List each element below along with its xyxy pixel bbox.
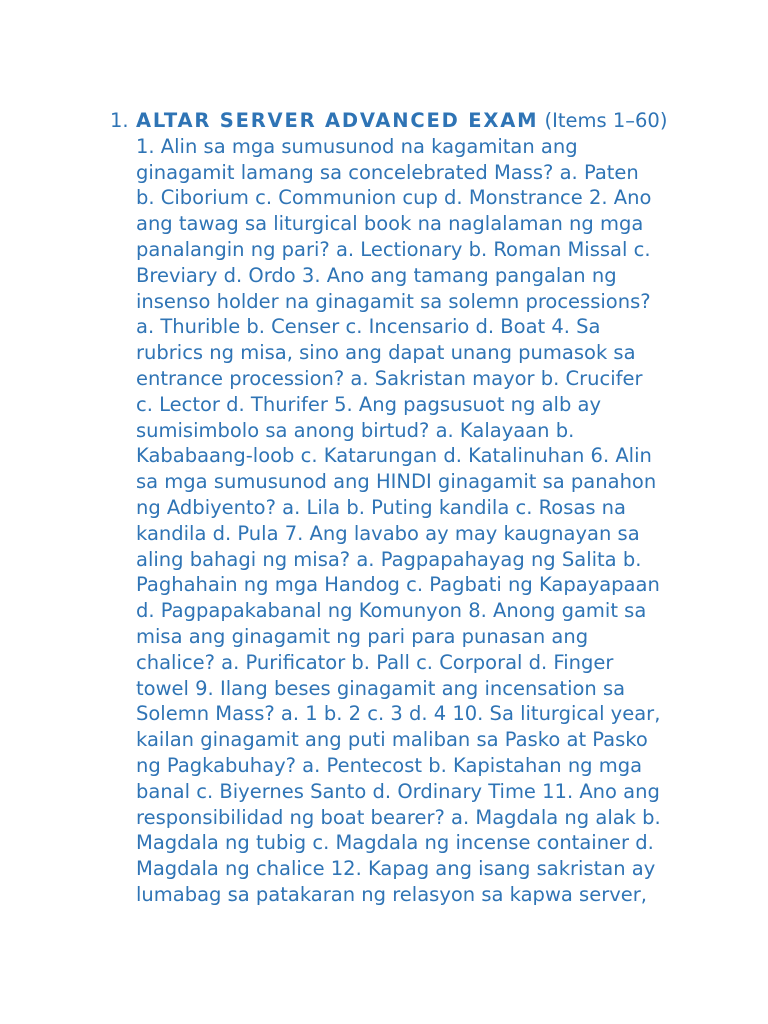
body-line: rubrics ng misa, sino ang dapat unang pumasok sa xyxy=(136,341,636,365)
body-line: Paghahain ng mga Handog c. Pagbati ng Kapayapaan xyxy=(136,573,660,597)
exam-item-range: (Items 1–60) xyxy=(544,109,668,132)
exam-heading-line xyxy=(136,108,690,134)
body-line: ang tawag sa liturgical book na naglalaman ng mga xyxy=(136,212,644,236)
body-line: ng Pagkabuhay? a. Pentecost b. Kapistahan ng mga xyxy=(136,753,643,777)
body-line: 1. Alin sa mga sumusunod na kagamitan ang xyxy=(136,134,578,158)
body-line: lumabag sa patakaran ng relasyon sa kapwa server, xyxy=(136,882,647,906)
list-item xyxy=(110,108,690,908)
body-line: Magdala ng tubig c. Magdala ng incense container d. xyxy=(136,831,654,855)
body-line: Breviary d. Ordo 3. Ano ang tamang pangalan ng xyxy=(136,263,617,287)
body-line: Kababaang-loob c. Katarungan d. Katalinuhan 6. Alin xyxy=(136,444,652,468)
body-line: misa ang ginagamit ng pari para punasan ang xyxy=(136,624,589,648)
exam-title: ALTAR SERVER ADVANCED EXAM xyxy=(136,109,539,132)
body-line: panalangin ng pari? a. Lectionary b. Roman Missal c. xyxy=(136,237,651,261)
body-line: insenso holder na ginagamit sa solemn processions? xyxy=(136,289,651,313)
body-line: towel 9. Ilang beses ginagamit ang incensation sa xyxy=(136,676,626,700)
body-line: Magdala ng chalice 12. Kapag ang isang sakristan ay xyxy=(136,857,656,881)
body-line: entrance procession? a. Sakristan mayor b. Crucifer xyxy=(136,366,643,390)
body-line: ng Adbiyento? a. Lila b. Puting kandila c. Rosas na xyxy=(136,495,626,519)
list-item-number: 1. xyxy=(110,109,129,132)
body-line: responsibilidad ng boat bearer? a. Magdala ng alak b. xyxy=(136,805,661,829)
body-line: Solemn Mass? a. 1 b. 2 c. 3 d. 4 10. Sa liturgical year, xyxy=(136,702,661,726)
body-line: b. Ciborium c. Communion cup d. Monstrance 2. Ano xyxy=(136,186,652,210)
body-line: aling bahagi ng misa? a. Pagpapahayag ng Salita b. xyxy=(136,547,642,571)
body-line: chalice? a. Purificator b. Pall c. Corporal d. Finger xyxy=(136,650,614,674)
body-line: d. Pagpapakabanal ng Komunyon 8. Anong gamit sa xyxy=(136,599,647,623)
body-line: sa mga sumusunod ang HINDI ginagamit sa panahon xyxy=(136,470,657,494)
body-line: c. Lector d. Thurifer 5. Ang pagsusuot ng alb ay xyxy=(136,392,602,416)
body-line: kandila d. Pula 7. Ang lavabo ay may kaugnayan sa xyxy=(136,521,640,545)
body-line: a. Thurible b. Censer c. Incensario d. Boat 4. Sa xyxy=(136,315,601,339)
body-line: kailan ginagamit ang puti maliban sa Pasko at Pasko xyxy=(136,728,648,752)
numbered-list xyxy=(110,108,690,908)
body-line: ginagamit lamang sa concelebrated Mass? a. Paten xyxy=(136,160,639,184)
body-line: sumisimbolo sa anong birtud? a. Kalayaan b. xyxy=(136,418,575,442)
exam-body-text xyxy=(136,134,690,908)
body-line: banal c. Biyernes Santo d. Ordinary Time 11. Ano ang xyxy=(136,779,660,803)
